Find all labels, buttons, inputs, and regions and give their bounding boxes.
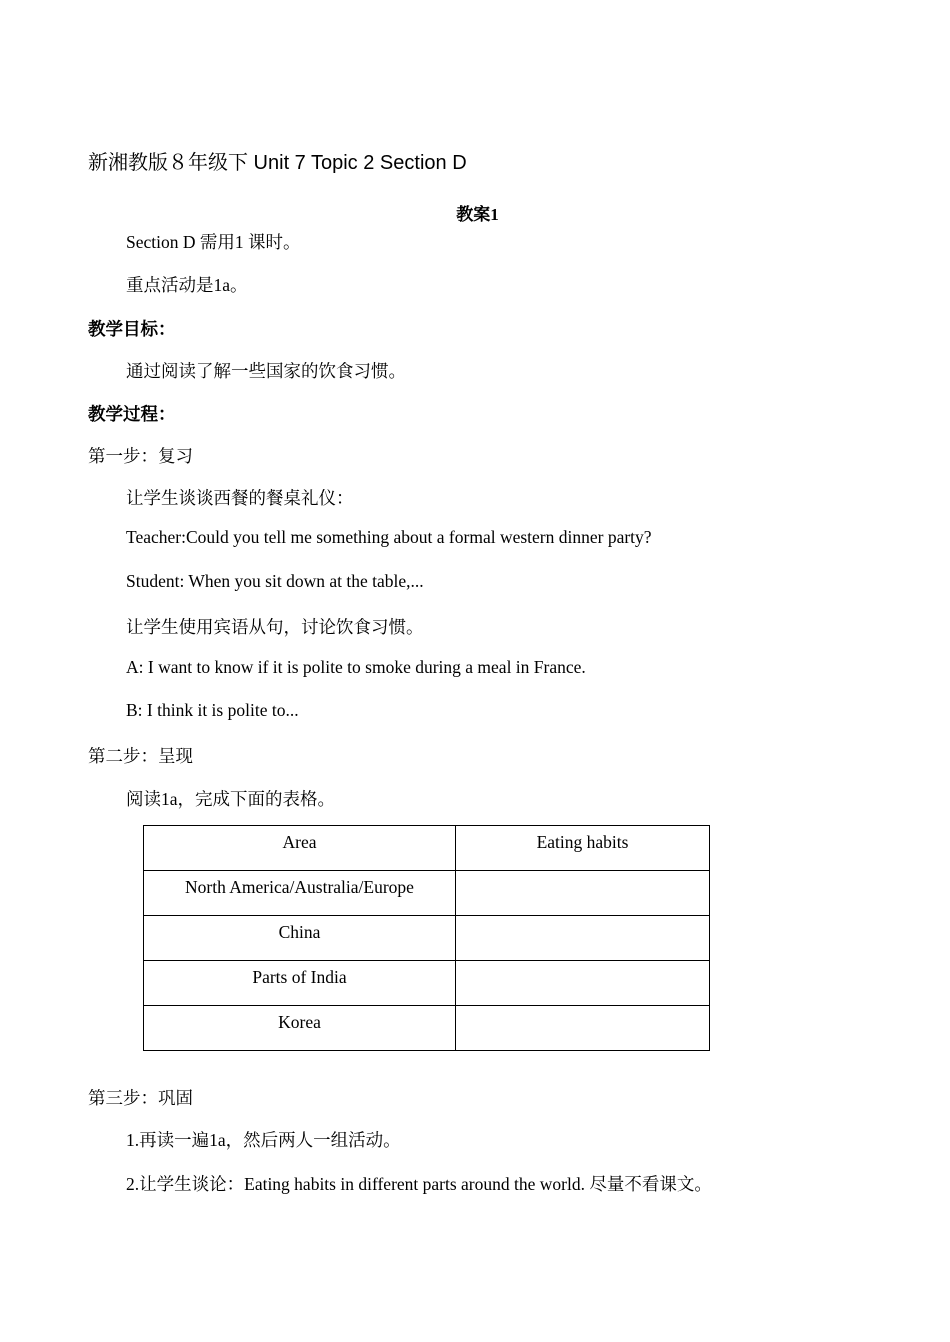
table-header-row xyxy=(144,826,710,871)
table-cell-habits xyxy=(456,961,710,1006)
table-cell-area-text: Parts of India xyxy=(252,967,347,987)
table-cell-habits-text xyxy=(456,1006,709,1012)
step1-line-3: Student: When you sit down at the table,... xyxy=(126,571,424,591)
table-cell-habits-text xyxy=(456,916,709,922)
intro-line-1: Section D 需用1 课时。 xyxy=(126,232,301,252)
table-cell-habits xyxy=(456,1006,710,1051)
table-row xyxy=(144,916,710,961)
table-row xyxy=(144,961,710,1006)
table-cell-area-text: Korea xyxy=(278,1012,321,1032)
document-title: 新湘教版８年级下 Unit 7 Topic 2 Section D xyxy=(88,152,467,174)
table-cell-area xyxy=(144,871,456,916)
table-row xyxy=(144,871,710,916)
objectives-text: 通过阅读了解一些国家的饮食习惯。 xyxy=(126,361,406,381)
table-cell-area xyxy=(144,916,456,961)
objectives-heading: 教学目标： xyxy=(88,319,176,339)
step1-line-6: B: I think it is polite to... xyxy=(126,700,299,720)
table-row xyxy=(144,1006,710,1051)
table-cell-habits xyxy=(456,916,710,961)
table-cell-habits xyxy=(456,871,710,916)
step1-heading: 第一步：复习 xyxy=(88,446,193,466)
table-cell-habits-text xyxy=(456,871,709,877)
step1-line-1: 让学生谈谈西餐的餐桌礼仪： xyxy=(126,488,354,508)
table-header-eating-habits xyxy=(456,826,710,871)
table-header-area-text: Area xyxy=(282,832,317,852)
step3-heading: 第三步：巩固 xyxy=(88,1088,193,1108)
step1-line-5: A: I want to know if it is polite to smoke during a meal in France. xyxy=(126,657,586,677)
table-cell-area xyxy=(144,961,456,1006)
step3-line-1: 1.再读一遍1a，然后两人一组活动。 xyxy=(126,1130,401,1150)
table-header-eating-habits-text: Eating habits xyxy=(536,832,629,852)
process-heading: 教学过程： xyxy=(88,404,176,424)
step2-instruction: 阅读1a，完成下面的表格。 xyxy=(126,789,336,809)
table-cell-area-text: North America/Australia/Europe xyxy=(185,877,414,897)
table-cell-area-text: China xyxy=(278,922,321,942)
plan-heading: 教案1 xyxy=(456,205,499,224)
table-header-area xyxy=(144,826,456,871)
step1-line-4: 让学生使用宾语从句，讨论饮食习惯。 xyxy=(126,617,424,637)
eating-habits-table xyxy=(143,825,710,1051)
table-cell-area xyxy=(144,1006,456,1051)
step2-heading: 第二步：呈现 xyxy=(88,746,193,766)
step3-line-2: 2.让学生谈论：Eating habits in different parts around the world. 尽量不看课文。 xyxy=(126,1174,712,1194)
step1-line-2: Teacher:Could you tell me something about a formal western dinner party? xyxy=(126,527,652,547)
table-cell-habits-text xyxy=(456,961,709,967)
intro-line-2: 重点活动是1a。 xyxy=(126,275,248,295)
